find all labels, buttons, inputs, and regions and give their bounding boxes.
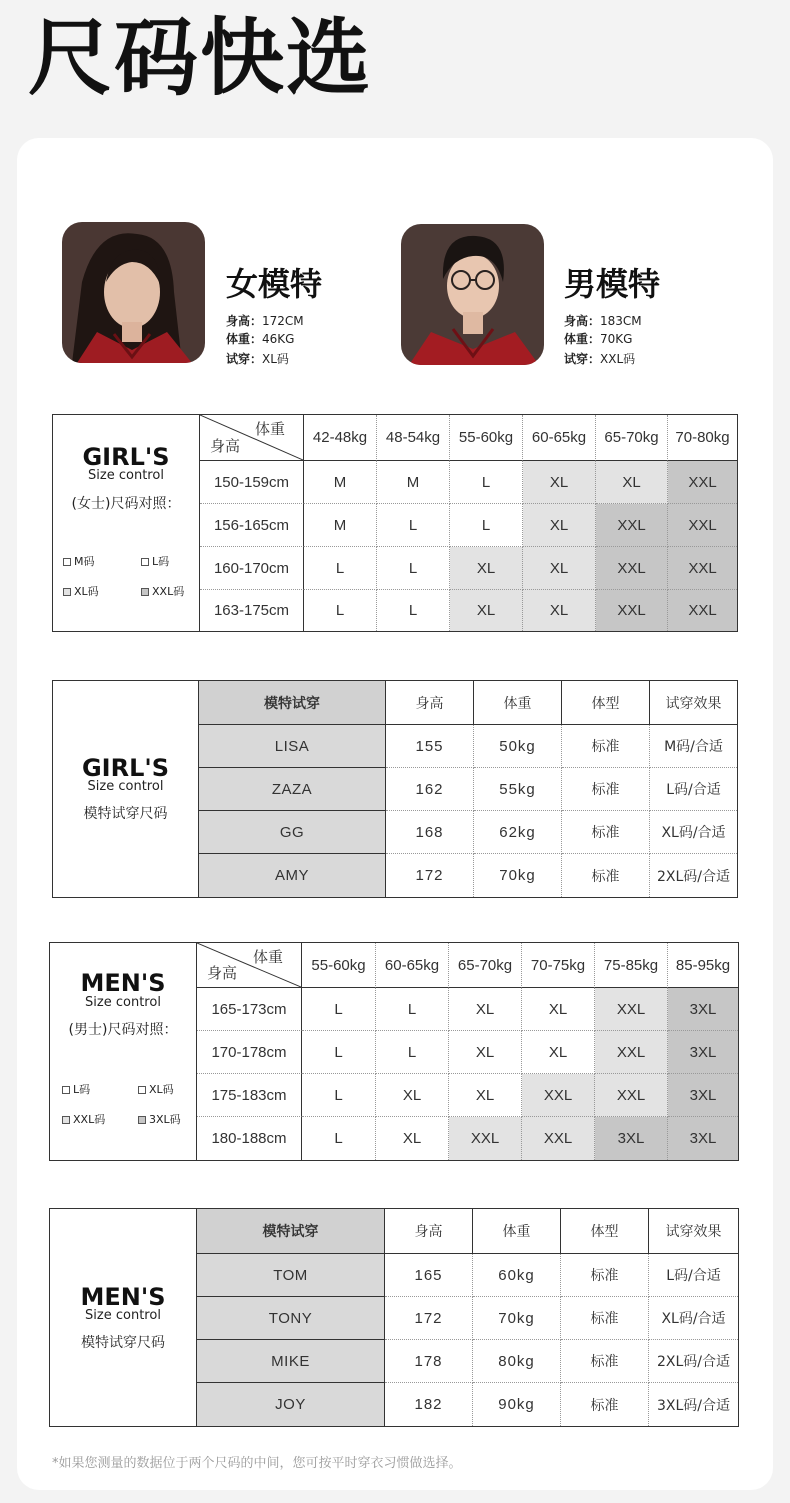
height-header: 180-188cm (197, 1117, 302, 1160)
female-model-name: 女模特 (226, 265, 323, 303)
girls-size-table (52, 414, 738, 632)
size-cell: XL (450, 590, 523, 631)
size-cell: L (302, 1117, 376, 1160)
legend-swatch (62, 1086, 70, 1094)
size-cell: XXL (596, 504, 668, 547)
mens-size-table (49, 942, 739, 1161)
girls-try-panel (53, 681, 199, 897)
model-name-cell: JOY (197, 1383, 385, 1426)
height-cell: 178 (385, 1340, 473, 1383)
size-cell: XXL (595, 988, 668, 1031)
page-title: 尺码快选 (28, 9, 373, 107)
height-cell: 172 (386, 854, 474, 897)
column-header: 体重 (474, 681, 562, 725)
weight-header: 65-70kg (596, 415, 668, 461)
girls-size-grid (200, 415, 737, 631)
size-cell: 3XL (668, 1117, 738, 1160)
weight-cell: 80kg (473, 1340, 561, 1383)
girls-size-subtitle: Size control (88, 468, 164, 483)
female-model-weight: 体重：46KG (226, 332, 295, 346)
mens-size-panel (50, 943, 197, 1160)
body-cell: 标准 (561, 1254, 649, 1297)
male-model-photo (401, 224, 544, 365)
weight-header: 85-95kg (668, 943, 738, 988)
model-name-cell: LISA (199, 725, 386, 768)
size-cell: XL (523, 590, 596, 631)
size-cell: L (302, 1031, 376, 1074)
size-cell: XL (523, 504, 596, 547)
height-header: 175-183cm (197, 1074, 302, 1117)
size-cell: M (304, 461, 377, 504)
mens-try-grid (197, 1209, 738, 1426)
size-cell: XXL (595, 1074, 668, 1117)
size-cell: XXL (522, 1074, 595, 1117)
size-cell: XXL (522, 1117, 595, 1160)
size-cell: XXL (595, 1031, 668, 1074)
size-cell: XL (523, 547, 596, 590)
body-cell: 标准 (562, 725, 650, 768)
female-model-height: 身高：172CM (226, 314, 304, 328)
mens-size-subtitle: Size control (85, 995, 161, 1010)
legend-swatch (63, 588, 71, 596)
size-cell: XL (522, 1031, 595, 1074)
mens-size-title: MEN'S (80, 969, 166, 997)
size-cell: L (377, 504, 450, 547)
mens-try-panel (50, 1209, 197, 1426)
table-corner: 体重 身高 (197, 943, 302, 988)
size-cell: XL (376, 1117, 449, 1160)
size-cell: XL (522, 988, 595, 1031)
size-cell: L (302, 988, 376, 1031)
legend-item: XL码 (63, 585, 99, 599)
legend-swatch (62, 1116, 70, 1124)
fit-cell: L码/合适 (649, 1254, 738, 1297)
body-cell: 标准 (561, 1297, 649, 1340)
size-cell: XXL (596, 547, 668, 590)
fit-cell: XL码/合适 (649, 1297, 738, 1340)
weight-header: 42-48kg (304, 415, 377, 461)
size-cell: L (377, 547, 450, 590)
size-cell: XL (376, 1074, 449, 1117)
column-header: 模特试穿 (197, 1209, 385, 1254)
column-header: 模特试穿 (199, 681, 386, 725)
weight-header: 48-54kg (377, 415, 450, 461)
size-cell: XL (449, 1031, 522, 1074)
size-cell: XXL (668, 590, 737, 631)
legend-item: L码 (62, 1083, 90, 1097)
legend-swatch (141, 588, 149, 596)
size-cell: L (450, 504, 523, 547)
mens-try-table (49, 1208, 739, 1427)
footnote: *如果您测量的数据位于两个尺码的中间，您可按平时穿衣习惯做选择。 (52, 1456, 462, 1471)
size-cell: L (304, 547, 377, 590)
weight-cell: 90kg (473, 1383, 561, 1426)
model-name-cell: GG (199, 811, 386, 854)
weight-header: 55-60kg (302, 943, 376, 988)
weight-cell: 70kg (474, 854, 562, 897)
size-cell: XL (596, 461, 668, 504)
weight-header: 55-60kg (450, 415, 523, 461)
size-cell: XL (449, 988, 522, 1031)
size-cell: 3XL (668, 988, 738, 1031)
height-cell: 182 (385, 1383, 473, 1426)
fit-cell: 3XL码/合适 (656, 1397, 730, 1414)
mens-try-title: MEN'S (80, 1283, 166, 1311)
height-cell: 155 (386, 725, 474, 768)
legend-item: M码 (63, 555, 95, 569)
weight-header: 60-65kg (523, 415, 596, 461)
size-cell: XL (449, 1074, 522, 1117)
girls-size-title: GIRL'S (82, 443, 170, 471)
size-cell: L (304, 590, 377, 631)
size-cell: L (450, 461, 523, 504)
weight-cell: 55kg (474, 768, 562, 811)
weight-header: 75-85kg (595, 943, 668, 988)
height-header: 170-178cm (197, 1031, 302, 1074)
legend-swatch (138, 1086, 146, 1094)
size-cell: 3XL (595, 1117, 668, 1160)
girls-try-table (52, 680, 738, 898)
weight-header: 70-80kg (668, 415, 737, 461)
column-header: 试穿效果 (649, 1209, 738, 1254)
body-cell: 标准 (562, 768, 650, 811)
height-cell: 172 (385, 1297, 473, 1340)
legend-item: XXL码 (141, 585, 184, 599)
model-name-cell: MIKE (197, 1340, 385, 1383)
column-header: 体重 (473, 1209, 561, 1254)
height-header: 163-175cm (200, 590, 304, 631)
weight-cell: 62kg (474, 811, 562, 854)
size-cell: 3XL (668, 1074, 738, 1117)
mens-size-grid (197, 943, 738, 1160)
girls-size-panel (53, 415, 200, 631)
size-cell: L (302, 1074, 376, 1117)
legend-item: XXL码 (62, 1113, 105, 1127)
legend-swatch (141, 558, 149, 566)
girls-size-note: (女士)尺码对照： (71, 496, 181, 512)
fit-cell: 2XL码/合适 (649, 1340, 738, 1383)
size-cell: M (377, 461, 450, 504)
height-header: 165-173cm (197, 988, 302, 1031)
fit-cell: M码/合适 (650, 725, 737, 768)
size-cell: XL (523, 461, 596, 504)
male-model-name: 男模特 (564, 265, 661, 303)
body-cell: 标准 (561, 1383, 649, 1426)
weight-cell: 70kg (473, 1297, 561, 1340)
fit-cell: L码/合适 (650, 768, 737, 811)
mens-try-note: 模特试穿尺码 (81, 1335, 165, 1351)
weight-header: 60-65kg (376, 943, 449, 988)
male-model-weight: 体重：70KG (564, 332, 633, 346)
body-cell: 标准 (561, 1340, 649, 1383)
mens-size-note: (男士)尺码对照： (68, 1022, 178, 1038)
height-header: 150-159cm (200, 461, 304, 504)
female-model-photo (62, 222, 205, 363)
body-cell: 标准 (562, 811, 650, 854)
size-cell: XXL (668, 504, 737, 547)
size-cell: XXL (596, 590, 668, 631)
column-header: 体型 (561, 1209, 649, 1254)
column-header: 试穿效果 (650, 681, 737, 725)
weight-header: 65-70kg (449, 943, 522, 988)
height-cell: 162 (386, 768, 474, 811)
fit-cell: 2XL码/合适 (656, 868, 730, 885)
size-cell: XXL (668, 461, 737, 504)
girls-try-subtitle: Size control (87, 779, 164, 794)
girls-try-note: 模特试穿尺码 (83, 806, 168, 822)
size-cell: XXL (668, 547, 737, 590)
girls-try-grid (199, 681, 737, 897)
model-name-cell: TONY (197, 1297, 385, 1340)
size-cell: XL (450, 547, 523, 590)
table-corner: 体重 身高 (200, 415, 304, 461)
weight-cell: 60kg (473, 1254, 561, 1297)
model-name-cell: ZAZA (199, 768, 386, 811)
size-cell: M (304, 504, 377, 547)
model-name-cell: TOM (197, 1254, 385, 1297)
height-header: 160-170cm (200, 547, 304, 590)
height-cell: 168 (386, 811, 474, 854)
male-model-try: 试穿：XXL码 (564, 352, 636, 366)
model-name-cell: AMY (199, 854, 386, 897)
column-header: 身高 (386, 681, 474, 725)
legend-item: 3XL码 (138, 1113, 181, 1127)
size-cell: L (376, 1031, 449, 1074)
height-header: 156-165cm (200, 504, 304, 547)
height-cell: 165 (385, 1254, 473, 1297)
body-cell: 标准 (562, 854, 650, 897)
female-model-try: 试穿：XL码 (226, 352, 289, 366)
size-cell: 3XL (668, 1031, 738, 1074)
legend-swatch (138, 1116, 146, 1124)
legend-item: XL码 (138, 1083, 174, 1097)
mens-try-subtitle: Size control (85, 1308, 161, 1323)
size-cell: L (377, 590, 450, 631)
legend-swatch (63, 558, 71, 566)
girls-try-title: GIRL'S (81, 754, 170, 782)
legend-item: L码 (141, 555, 169, 569)
column-header: 体型 (562, 681, 650, 725)
male-model-height: 身高：183CM (564, 314, 642, 328)
size-cell: L (376, 988, 449, 1031)
weight-cell: 50kg (474, 725, 562, 768)
weight-header: 70-75kg (522, 943, 595, 988)
fit-cell: XL码/合适 (650, 811, 737, 854)
column-header: 身高 (385, 1209, 473, 1254)
size-cell: XXL (449, 1117, 522, 1160)
